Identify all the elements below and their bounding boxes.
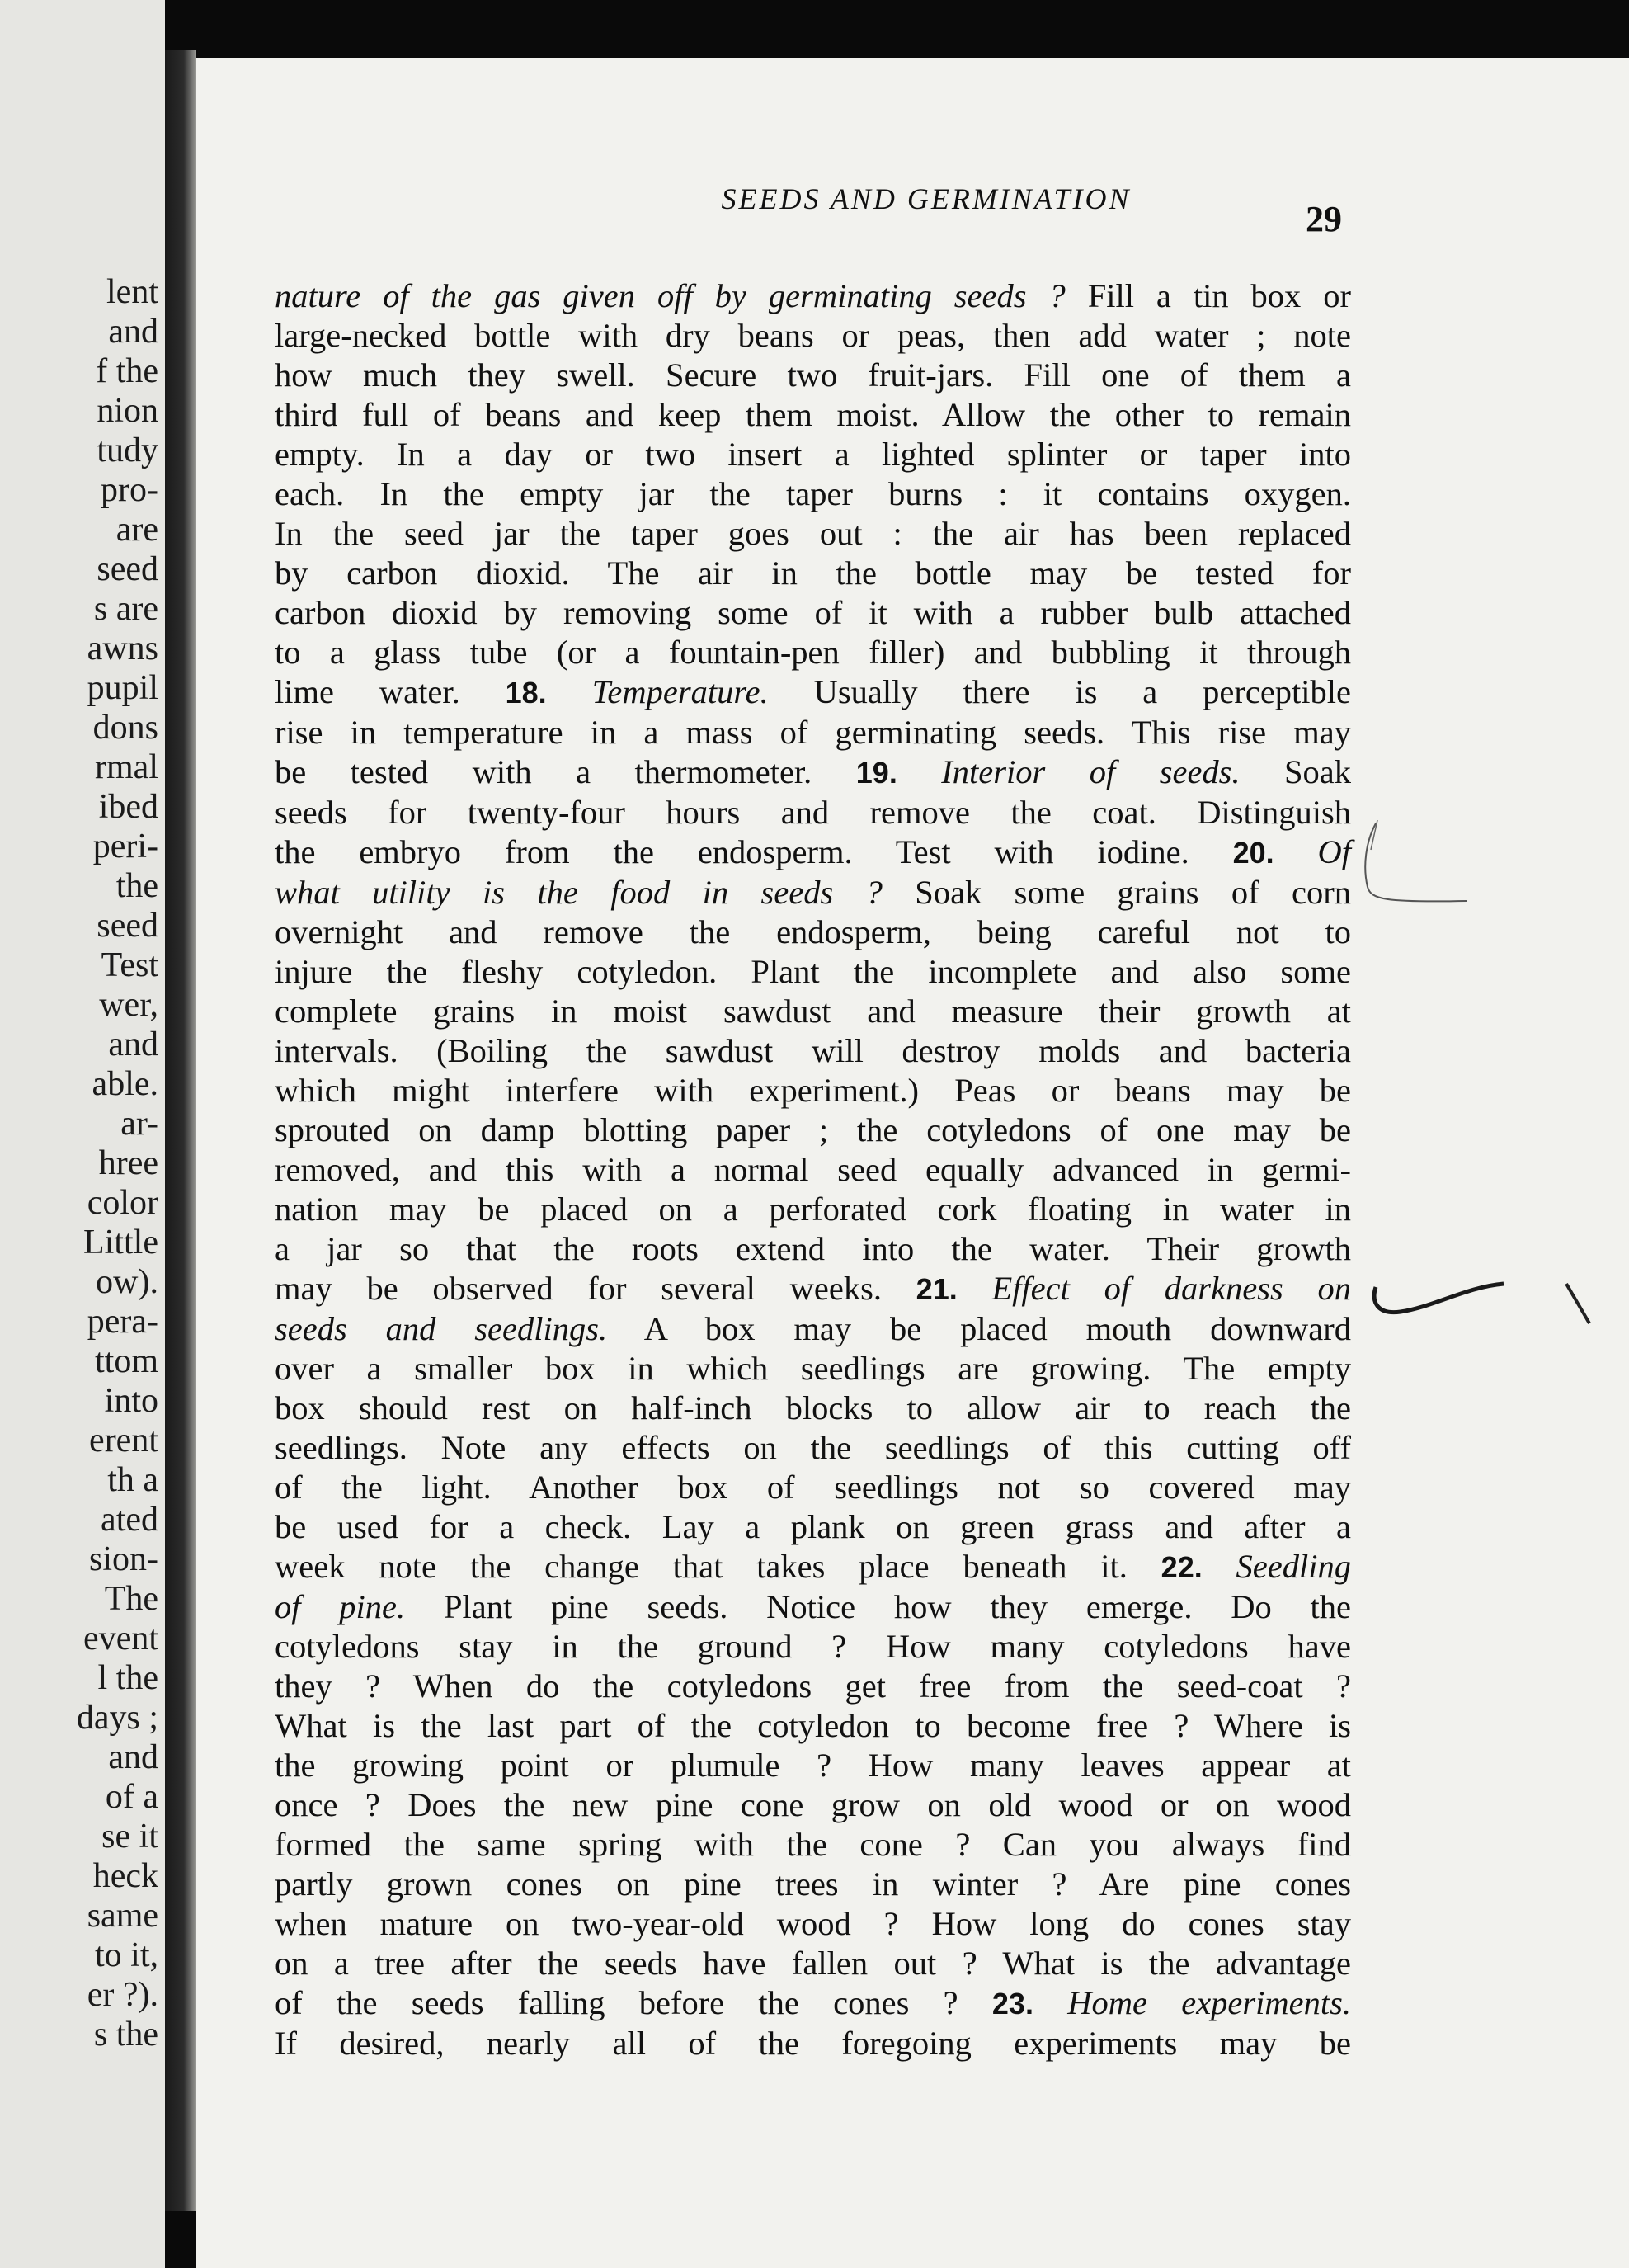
section-heading: Home experiments. xyxy=(1067,1984,1352,2021)
facing-page-line: lent xyxy=(106,273,158,311)
text-line: of the seeds falling before the cones ? 23. Home experiments. xyxy=(275,1984,1352,2021)
text-line: carbon dioxid by removing some of it with a rubber bulb attached xyxy=(275,594,1351,631)
section-number: 23. xyxy=(991,1987,1033,2020)
text-line: overnight and remove the endosperm, being careful not to xyxy=(275,913,1351,950)
facing-page-line: Little xyxy=(83,1224,158,1261)
facing-page-line: seed xyxy=(97,550,158,588)
facing-page-line: pro- xyxy=(101,471,158,509)
text-line: to a glass tube (or a fountain-pen filler) and bubbling it through xyxy=(275,634,1351,671)
running-head: SEEDS AND GERMINATION xyxy=(721,182,1132,215)
text-line: the embryo from the endosperm. Test with iodine. 20. Of xyxy=(275,833,1352,870)
text-line: what utility is the food in seeds ? Soak some grains of corn xyxy=(275,874,1351,911)
facing-page-line: Test xyxy=(101,946,158,984)
facing-page-line: peri- xyxy=(92,828,158,865)
text-line: a jar so that the roots extend into the water. Their growth xyxy=(275,1230,1351,1267)
facing-page-line: nion xyxy=(97,392,158,430)
section-heading: seeds and seedlings. xyxy=(275,1310,608,1347)
text-line: of pine. Plant pine seeds. Notice how they emerge. Do the xyxy=(275,1588,1352,1625)
facing-page-line: s are xyxy=(93,590,158,628)
facing-page-line: event xyxy=(83,1620,158,1657)
text-line: may be observed for several weeks. 21. Effect of darkness on xyxy=(275,1270,1352,1307)
text-line: sprouted on damp blotting paper ; the cotyledons of one may be xyxy=(275,1111,1351,1148)
text-line: of the light. Another box of seedlings not so covered may xyxy=(275,1469,1351,1506)
facing-page-line: tudy xyxy=(97,431,158,469)
text-line: lime water. 18. Temperature. Usually there is a perceptible xyxy=(275,673,1352,710)
text-line: be used for a check. Lay a plank on green grass and after a xyxy=(275,1508,1351,1545)
facing-page-line: and xyxy=(108,1738,158,1776)
facing-page-line: erent xyxy=(89,1422,158,1459)
section-heading: what utility is the food in seeds ? xyxy=(275,874,883,911)
text-line: week note the change that takes place beneath it. 22. Seedling xyxy=(275,1548,1352,1585)
facing-page-line: pupil xyxy=(87,669,158,707)
text-line: formed the same spring with the cone ? Can you always find xyxy=(275,1826,1351,1863)
facing-page-line: ibed xyxy=(98,788,158,826)
section-heading: Of xyxy=(1317,833,1352,870)
text-line: rise in temperature in a mass of germinating seeds. This rise may xyxy=(275,714,1351,751)
text-line: In the seed jar the taper goes out : the air has been replaced xyxy=(275,515,1351,552)
text-line: seeds and seedlings. A box may be placed mouth downward xyxy=(275,1310,1352,1347)
text-line: each. In the empty jar the taper burns : it contains oxygen. xyxy=(275,475,1351,512)
text-line: seeds for twenty-four hours and remove the coat. Distinguish xyxy=(275,794,1351,831)
text-line: nation may be placed on a perforated cork floating in water in xyxy=(275,1191,1351,1228)
page-number: 29 xyxy=(1306,199,1342,239)
facing-page-line: ar- xyxy=(120,1105,158,1143)
facing-page-line: ated xyxy=(101,1501,158,1539)
text-line: box should rest on half-inch blocks to allow air to reach the xyxy=(275,1389,1351,1426)
text-line: injure the fleshy cotyledon. Plant the incomplete and also some xyxy=(275,953,1351,990)
facing-page-line: er ?). xyxy=(87,1976,158,2014)
facing-page-line: l the xyxy=(97,1659,158,1697)
text-line: once ? Does the new pine cone grow on old wood or on wood xyxy=(275,1786,1351,1823)
section-number: 22. xyxy=(1161,1550,1203,1584)
facing-page-line: f the xyxy=(96,352,158,390)
section-number: 20. xyxy=(1232,836,1274,870)
text-line: the growing point or plumule ? How many leaves appear at xyxy=(275,1747,1351,1784)
text-line: which might interfere with experiment.) Peas or beans may be xyxy=(275,1072,1351,1109)
text-line: be tested with a thermometer. 19. Interior of seeds. Soak xyxy=(275,753,1352,790)
text-line: they ? When do the cotyledons get free from the seed-coat ? xyxy=(275,1667,1351,1705)
facing-page-line: hree xyxy=(98,1144,158,1182)
facing-page-line: sion- xyxy=(89,1540,158,1578)
section-heading: Effect of darkness on xyxy=(991,1270,1352,1307)
facing-page-line: same xyxy=(87,1897,158,1935)
facing-page-line: rmal xyxy=(95,748,158,786)
section-number: 19. xyxy=(855,756,897,790)
section-number: 18. xyxy=(505,676,547,710)
facing-page-line: s the xyxy=(93,2016,158,2053)
margin-pencil-tick xyxy=(1561,1279,1594,1328)
facing-page-line: and xyxy=(108,313,158,351)
facing-page-line: of a xyxy=(105,1778,158,1816)
facing-page-line: se it xyxy=(101,1818,158,1855)
facing-page-line: to it, xyxy=(94,1936,158,1974)
text-line: when mature on two-year-old wood ? How long do cones stay xyxy=(275,1905,1351,1942)
body-text xyxy=(275,276,1351,2063)
facing-page-fragment xyxy=(0,0,165,2268)
text-line: complete grains in moist sawdust and measure their growth at xyxy=(275,993,1351,1030)
text-line: empty. In a day or two insert a lighted splinter or taper into xyxy=(275,436,1351,473)
facing-page-line: th a xyxy=(107,1461,158,1499)
text-line: intervals. (Boiling the sawdust will destroy molds and bacteria xyxy=(275,1032,1351,1069)
facing-page-line: the xyxy=(115,867,158,905)
margin-pencil-stroke xyxy=(1368,1271,1508,1328)
text-line: how much they swell. Secure two fruit-jars. Fill one of them a xyxy=(275,356,1351,394)
text-line: on a tree after the seeds have fallen out ? What is the advantage xyxy=(275,1945,1351,1982)
facing-page-line: days ; xyxy=(76,1699,158,1737)
facing-page-line: seed xyxy=(97,907,158,945)
facing-page-line: and xyxy=(108,1026,158,1063)
facing-page-text xyxy=(2,272,158,2054)
facing-page-line: The xyxy=(104,1580,158,1618)
section-heading: Temperature. xyxy=(591,673,769,710)
facing-page-line: pera- xyxy=(87,1303,158,1341)
facing-page-line: dons xyxy=(92,709,158,747)
facing-page-line: ow). xyxy=(96,1263,158,1301)
text-line: over a smaller box in which seedlings are growing. The empty xyxy=(275,1350,1351,1387)
text-line: nature of the gas given off by germinating seeds ? Fill a tin box or xyxy=(275,277,1352,314)
book-gutter xyxy=(165,50,196,2211)
facing-page-line: are xyxy=(115,511,158,549)
facing-page-line: heck xyxy=(92,1857,158,1895)
book-page xyxy=(196,58,1629,2268)
text-line: If desired, nearly all of the foregoing experiments may be xyxy=(275,2025,1351,2062)
text-line: partly grown cones on pine trees in winter ? Are pine cones xyxy=(275,1865,1351,1903)
text-line: seedlings. Note any effects on the seedlings of this cutting off xyxy=(275,1429,1351,1466)
section-heading: Seedling xyxy=(1236,1548,1352,1585)
margin-bracket-mark xyxy=(1359,817,1475,924)
facing-page-line: wer, xyxy=(99,986,158,1024)
section-number: 21. xyxy=(916,1272,958,1306)
text-line: cotyledons stay in the ground ? How many cotyledons have xyxy=(275,1628,1351,1665)
facing-page-line: into xyxy=(104,1382,158,1420)
facing-page-line: color xyxy=(87,1184,158,1222)
text-line: by carbon dioxid. The air in the bottle may be tested for xyxy=(275,554,1351,592)
text-line: removed, and this with a normal seed equally advanced in germi- xyxy=(275,1151,1351,1188)
section-heading: of pine. xyxy=(275,1588,406,1625)
text-line: What is the last part of the cotyledon to become free ? Where is xyxy=(275,1707,1351,1744)
facing-page-line: awns xyxy=(87,629,158,667)
text-line: third full of beans and keep them moist. Allow the other to remain xyxy=(275,396,1351,433)
facing-page-line: ttom xyxy=(94,1342,158,1380)
text-line: large-necked bottle with dry beans or peas, then add water ; note xyxy=(275,317,1351,354)
facing-page-line: able. xyxy=(92,1065,158,1103)
section-heading: Interior of seeds. xyxy=(941,753,1241,790)
